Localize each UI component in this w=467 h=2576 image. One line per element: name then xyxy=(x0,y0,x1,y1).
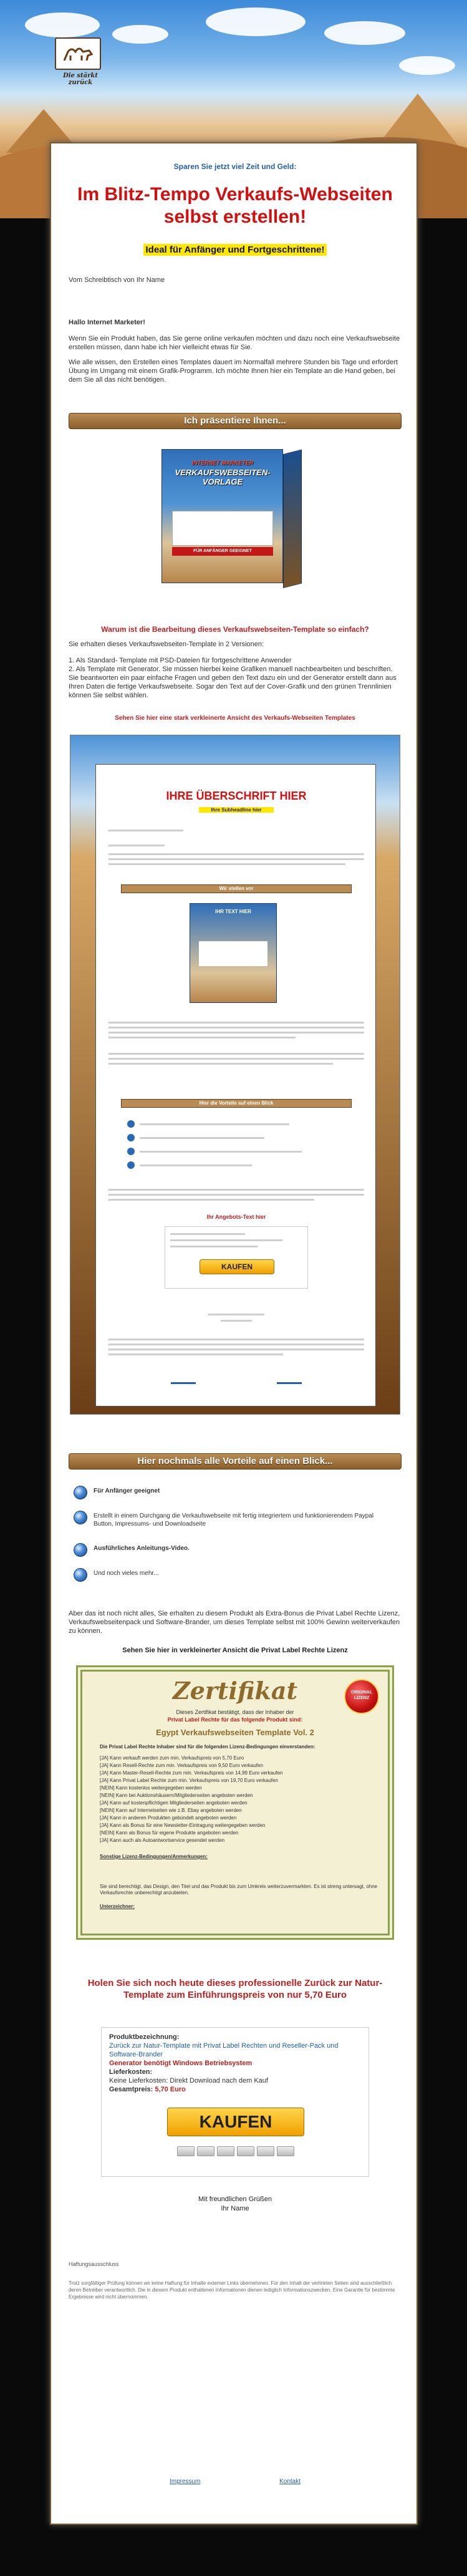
logo[interactable] xyxy=(55,37,101,70)
section-bar-benefits: Hier nochmals alle Vorteile auf einen Blick... xyxy=(69,1453,402,1470)
preview-text-line xyxy=(221,1320,252,1322)
certificate xyxy=(76,1665,394,1940)
eyebrow-text: Sparen Sie jetzt viel Zeit und Geld: xyxy=(173,162,297,171)
preview-bullet-icon xyxy=(127,1120,135,1128)
check-globe-icon xyxy=(74,1543,87,1557)
benefit-item xyxy=(74,1508,385,1537)
cloud xyxy=(25,12,100,37)
preview-text-line xyxy=(108,845,165,846)
preview-text-line xyxy=(140,1137,264,1139)
signoff-name: Ihr Name xyxy=(221,2205,249,2212)
product-box-side xyxy=(283,450,302,588)
certificate-row: [JA] Kann Master-Resell-Rechte zum min. Verkaufspreis von 14,99 Euro verkaufen xyxy=(100,1770,283,1776)
certificate-row: [NEIN] Kann als Bonus für eigene Produkte angeboten werden xyxy=(100,1830,239,1836)
benefit-text: Ausführliches Anleitungs-Video. xyxy=(94,1545,190,1552)
preview-subline: Ihre Subheadline hier xyxy=(199,807,274,813)
preview-text-line xyxy=(140,1165,252,1166)
preview-buy-button: KAUFEN xyxy=(200,1259,274,1274)
preview-text-line xyxy=(108,863,345,865)
greeting: Hallo Internet Marketer! xyxy=(69,319,145,326)
generator-note: Generator benötigt Windows Betriebsystem xyxy=(109,2060,253,2067)
benefit-text: Für Anfänger geeignet xyxy=(94,1488,160,1494)
product-box-title xyxy=(167,458,278,487)
certificate-row: [NEIN] Kann auf Internetseiten wie z.B. Ebay angeboten werden xyxy=(100,1808,242,1813)
version-2: 2. Als Template mit Generator. Sie müssen hierbei keine Grafiken manuell nachbearbeiten und beschriften. Sie beantworten ein paar einfache Fragen und geben den Text dazu ein und der Generator erstellt dann aus Ihren Daten die fertige Verkaufswebseite. Sogar den Text auf der Cover-Grafik und den grünen Trennlinien können Sie selbst wählen. xyxy=(69,666,397,699)
preview-text-line xyxy=(140,1151,302,1153)
preview-text-line xyxy=(108,853,364,855)
preview-offer: Ihr Angebots-Text hier xyxy=(206,1214,266,1220)
content-column xyxy=(50,142,418,2525)
certificate-row: [JA] Kann auch als Autoantwortservice gesendet werden xyxy=(100,1838,225,1843)
preview-footer-link xyxy=(171,1382,196,1384)
page-headline: Im Blitz-Tempo Verkaufs-Webseiten selbst erstellen! xyxy=(77,184,393,227)
certificate-intro-2: Privat Label Rechte für das folgende Produkt sind: xyxy=(167,1717,303,1723)
preview-text-line xyxy=(108,1063,333,1065)
preview-text-line xyxy=(108,1339,364,1340)
certificate-signature: Unterzeichner: xyxy=(100,1904,135,1909)
preview-text-line xyxy=(108,1344,364,1345)
signoff-greeting: Mit freundlichen Grüßen xyxy=(198,2196,272,2203)
preview-text-line xyxy=(108,1032,364,1034)
preview-text-line xyxy=(170,1246,258,1247)
preview-footer-link xyxy=(277,1382,302,1384)
certificate-row: [JA] Kann verkauft werden zum min. Verkaufspreis von 5,70 Euro xyxy=(100,1755,244,1761)
preview-text-line xyxy=(208,1314,264,1315)
preview-box-label xyxy=(199,941,267,966)
preview-text-line xyxy=(108,1199,314,1201)
preview-text-line xyxy=(108,858,364,860)
preview-bar-2: Hier die Vorteile auf einen Blick xyxy=(121,1099,352,1108)
footer-links xyxy=(69,2476,402,2485)
section-bar-present: Ich präsentiere Ihnen... xyxy=(69,413,402,429)
preview-text-line xyxy=(108,1349,364,1350)
product-box-label-area xyxy=(172,511,273,546)
offer-heading-text: Holen Sie sich noch heute dieses professionelle Zurück zur Natur-Template zum Einführungspreis von nur 5,70 Euro xyxy=(87,1978,383,2000)
certificate-row: [JA] Kann auf kostenpflichtigen Mitgliederseiten angeboten werden xyxy=(100,1800,248,1806)
imprint-link[interactable]: Impressum xyxy=(169,2478,201,2485)
preview-headline: IHRE ÜBERSCHRIFT HIER xyxy=(166,790,307,802)
preview-text-line xyxy=(108,830,183,831)
certificate-row: [JA] Kann als Bonus für eine Newsletter-Eintragung weitergegeben werden xyxy=(100,1823,266,1828)
check-globe-icon xyxy=(74,1511,87,1524)
certificate-row: [NEIN] Kann bei Auktionshäusern/Mitgliederseiten angeboten werden xyxy=(100,1793,253,1798)
delivery-label: Lieferkosten: xyxy=(109,2068,153,2076)
buy-button[interactable]: KAUFEN xyxy=(167,2108,304,2136)
payment-logos xyxy=(164,2146,307,2157)
product-box-strip: FÜR ANFÄNGER GEEIGNET xyxy=(172,547,273,556)
paypal-icon xyxy=(177,2146,195,2156)
check-globe-icon xyxy=(74,1568,87,1582)
template-preview xyxy=(70,735,400,1415)
check-globe-icon xyxy=(74,1486,87,1499)
benefit-item xyxy=(74,1483,385,1504)
cloud xyxy=(324,21,405,45)
seal-icon: ORIGINAL LIZENZ xyxy=(344,1679,379,1714)
bank-icon xyxy=(277,2146,294,2156)
preview-bullet-icon xyxy=(127,1134,135,1141)
purchase-details xyxy=(109,2033,362,2094)
disclaimer-title: Haftungsausschluss xyxy=(69,2261,119,2267)
certificate-row: [JA] Kann Privat Label Rechte zum min. Verkaufspreis von 19,70 Euro verkaufen xyxy=(100,1778,278,1783)
amex-icon xyxy=(237,2146,254,2156)
cloud xyxy=(112,25,168,44)
preview-text-line xyxy=(108,1022,364,1024)
mastercard-icon xyxy=(217,2146,234,2156)
tagline xyxy=(69,245,402,255)
offer-heading xyxy=(69,1977,402,2001)
preview-text-line xyxy=(108,1189,364,1191)
certificate-intro-1: Dieses Zertifikat bestätigt, dass der Inhaber der xyxy=(176,1709,294,1715)
product-box-image xyxy=(161,449,305,599)
delivery-value: Keine Lieferkosten: Direkt Download nach dem Kauf xyxy=(109,2077,268,2085)
product-label: Produktbezeichnung: xyxy=(109,2033,180,2041)
contact-link[interactable]: Kontakt xyxy=(279,2478,301,2485)
intro-paragraph-1: Wenn Sie ein Produkt haben, das Sie gerne online verkaufen möchten und dazu noch eine Verkaufswebseite erstellen müssen, dann habe ich hier vielleicht etwas für Sie. xyxy=(69,335,400,351)
camel-icon xyxy=(62,43,94,64)
preview-text-line xyxy=(170,1239,282,1241)
certificate-sonstige: Sonstige Lizenz-Bedingungen/Anmerkungen: xyxy=(100,1854,208,1859)
license-caption: Sehen Sie hier in verkleinerter Ansicht die Privat Label Rechte Lizenz xyxy=(122,1647,348,1654)
certificate-row: [JA] Kann in anderen Produkten gebündelt angeboten werden xyxy=(100,1815,237,1821)
preview-buy-box xyxy=(165,1226,308,1289)
preview-product-box xyxy=(190,903,277,1003)
logo-text: Die stärkt zurück xyxy=(63,72,98,86)
tagline-text: Ideal für Anfänger und Fortgeschrittene! xyxy=(143,244,327,256)
benefit-item xyxy=(74,1541,385,1562)
certificate-row: [JA] Kann Resell-Rechte zum min. Verkaufspreis von 9,50 Euro verkaufen xyxy=(100,1763,263,1768)
intro-paragraph-2: Wie alle wissen, den Erstellen eines Templates dauert im Normalfall mehrere Stunden bis Tage und erfordert Übung im Umgang mit einem Grafik-Programm. Ich möchte Ihnen hier ein Template an die Hand geben, bei dem Sie all das nicht benötigen. xyxy=(69,359,398,384)
preview-text-line xyxy=(108,1353,283,1355)
why-heading: Warum ist die Bearbeitung dieses Verkaufswebseiten-Template so einfach? xyxy=(101,625,369,634)
preview-caption: Sehen Sie hier eine stark verkleinerte Ansicht des Verkaufs-Webseiten Templates xyxy=(115,715,355,722)
benefit-text: Und noch vieles mehr... xyxy=(94,1570,159,1577)
preview-text-line xyxy=(108,1058,364,1060)
from-line: Vom Schreibtisch von Ihr Name xyxy=(69,276,165,284)
discover-icon xyxy=(257,2146,274,2156)
certificate-footnote: Sie sind berechtigt, das Design, den Titel und das Produkt bis zum Umkreis weiterzuvermarkten. Es ist streng untersagt, ohne Verkaufsrechte unberechtigt anzubieten. xyxy=(100,1884,378,1896)
certificate-product: Egypt Verkaufswebseiten Template Vol. 2 xyxy=(156,1728,314,1737)
product-box-small: INTERNET MARKETER xyxy=(191,460,254,466)
preview-bullet-icon xyxy=(127,1148,135,1155)
certificate-row: Die Privat Label Rechte Inhaber sind für die folgenden Lizenz-Bedingungen einverstanden: xyxy=(100,1744,315,1750)
version-1: 1. Als Standard- Template mit PSD-Dateien für fortgeschrittene Anwender xyxy=(69,657,292,664)
preview-text-line xyxy=(108,1194,364,1196)
total-label: Gesamtpreis: xyxy=(109,2086,153,2093)
cloud xyxy=(399,56,455,75)
preview-text-line xyxy=(108,1037,296,1039)
disclaimer-text: Trotz sorgfältiger Prüfung können wir keine Haftung für Inhalte externer Links übernehmen. Für den Inhalt der verlinkten Seiten sind ausschließlich deren Betreiber verantwortlich. Die in diesem Produkt enthaltenen Informationen dienen lediglich Informationszwecken. Eine Garantie für bestimmte Ergebnisse wird nicht übernommen. xyxy=(69,2280,395,2300)
preview-text-line xyxy=(108,1053,364,1055)
certificate-title: Zertifikat xyxy=(172,1677,298,1705)
preview-box-title: IHR TEXT HIER xyxy=(215,909,251,914)
certificate-row: [NEIN] Kann kostenlos weitergegeben werden xyxy=(100,1785,202,1791)
preview-text-line xyxy=(108,1027,364,1029)
product-value: Zurück zur Natur-Template mit Privat Label Rechten und Reseller-Pack und Software-Brander xyxy=(109,2042,339,2058)
cloud xyxy=(206,7,306,36)
product-box-front xyxy=(161,449,283,583)
visa-icon xyxy=(197,2146,214,2156)
benefit-item xyxy=(74,1566,385,1587)
purchase-box xyxy=(101,2027,369,2177)
preview-text-line xyxy=(170,1233,245,1235)
benefit-text: Erstellt in einem Durchgang die Verkaufswebseite mit fertig integriertem und funktionierendem Paypal Button, Impressums- und Downloadseite xyxy=(94,1513,374,1528)
versions-intro: Sie erhalten dieses Verkaufswebseiten-Template in 2 Versionen: xyxy=(69,641,264,648)
preview-text-line xyxy=(140,1123,289,1125)
total-value: 5,70 Euro xyxy=(155,2086,186,2093)
preview-bullet-icon xyxy=(127,1161,135,1169)
preview-bar-1: Wir stellen vor xyxy=(121,884,352,893)
product-box-main-title: VERKAUFSWEBSEITEN-VORLAGE xyxy=(175,468,271,487)
license-paragraph: Aber das ist noch nicht alles, Sie erhalten zu diesem Produkt als Extra-Bonus die Privat Label Rechte Lizenz, Verkaufswebseitenpack und Software-Brander, um dieses Template selbst mit 100% Gewinn weiterverkaufen zu können. xyxy=(69,1610,400,1635)
preview-page xyxy=(95,764,376,1407)
